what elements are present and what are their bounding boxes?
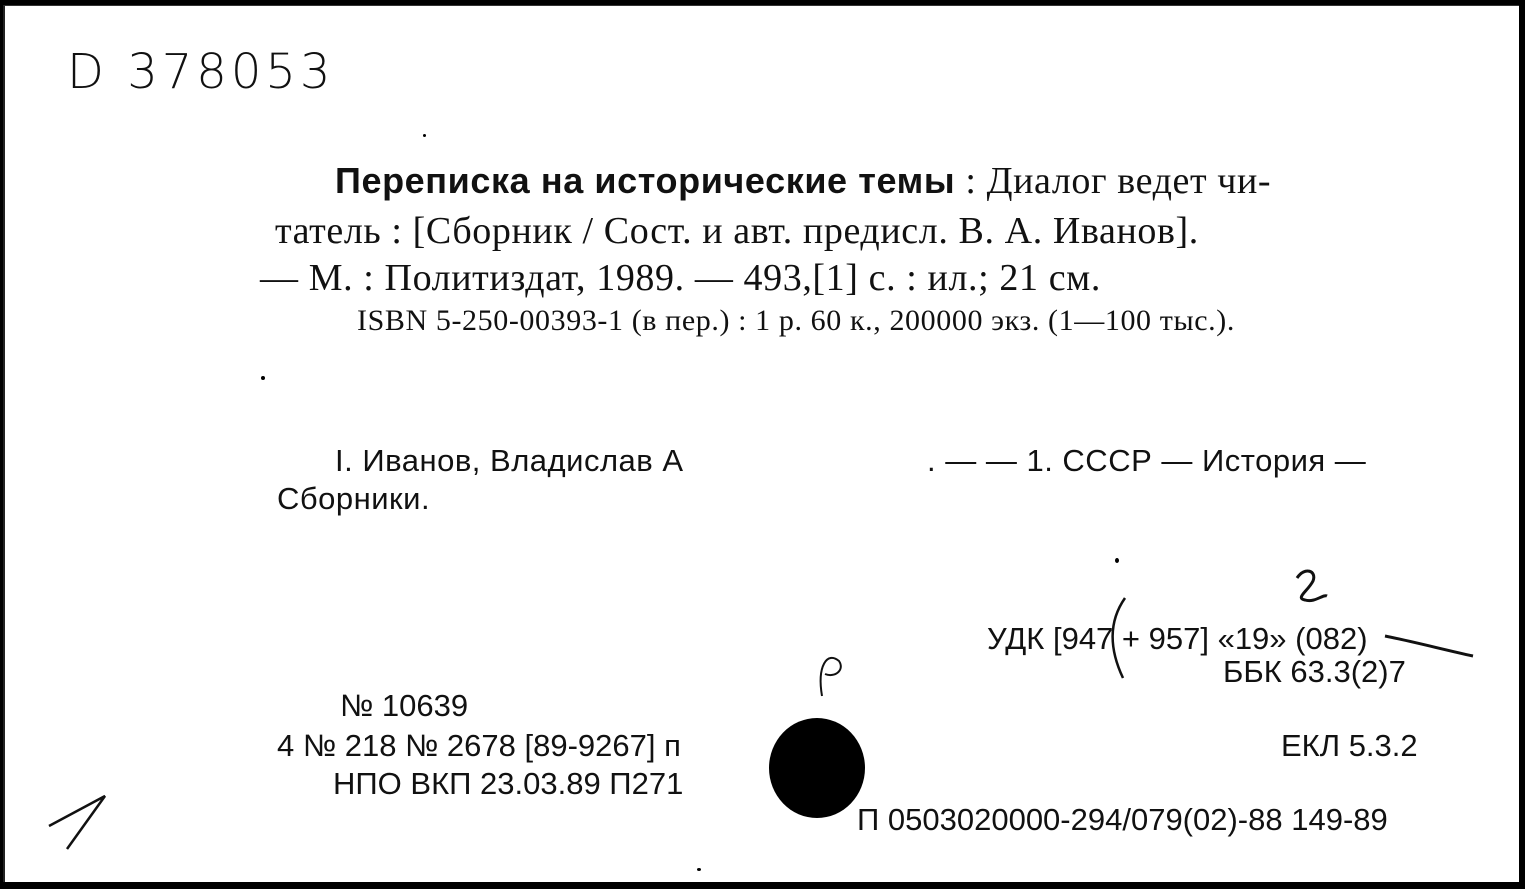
added-entry: I. Иванов, Владислав А — [335, 443, 684, 478]
catalog-number: D 378053 — [67, 44, 335, 100]
responsibility-line: татель : [Сборник / Сост. и авт. предисл. В. А. Иванов]. — [275, 210, 1199, 252]
handwritten-mark-1 — [49, 796, 105, 849]
print-details: 4 № 218 № 2678 [89-9267] п — [277, 728, 681, 763]
ekl-code: ЕКЛ 5.3.2 — [1281, 728, 1418, 763]
speck — [1115, 558, 1119, 563]
title-subtitle: : Диалог ведет чи- — [955, 160, 1272, 202]
strikethrough-stroke — [1385, 636, 1473, 656]
speck — [697, 868, 701, 871]
speck — [423, 134, 426, 137]
handwritten-mark-p — [821, 658, 841, 696]
handwritten-marks — [5, 6, 1519, 882]
bbk-classification: ББК 63.3(2)7 — [1223, 654, 1406, 689]
catalog-card — [3, 5, 1519, 882]
handwritten-mark-2 — [1297, 571, 1327, 601]
publisher-index: П 0503020000-294/079(02)-88 149-89 — [857, 802, 1388, 837]
isbn-line: ISBN 5-250-00393-1 (в пер.) : 1 р. 60 к., 200000 экз. (1—100 тыс.). — [357, 304, 1235, 337]
udk-classification: УДК [947 + 957] «19» (082) — [987, 621, 1368, 656]
speck — [261, 376, 265, 380]
subject-subdivision: Сборники. — [277, 481, 431, 516]
publication-line: — М. : Политиздат, 1989. — 493,[1] с. : ил.; 21 см. — [260, 257, 1101, 299]
printer-details: НПО ВКП 23.03.89 П271 — [333, 766, 684, 801]
book-title: Переписка на исторические темы — [335, 160, 956, 201]
bracket-stroke — [1113, 598, 1125, 678]
subject-entry: . — — 1. СССР — История — — [927, 443, 1367, 478]
order-number: № 10639 — [340, 688, 469, 723]
